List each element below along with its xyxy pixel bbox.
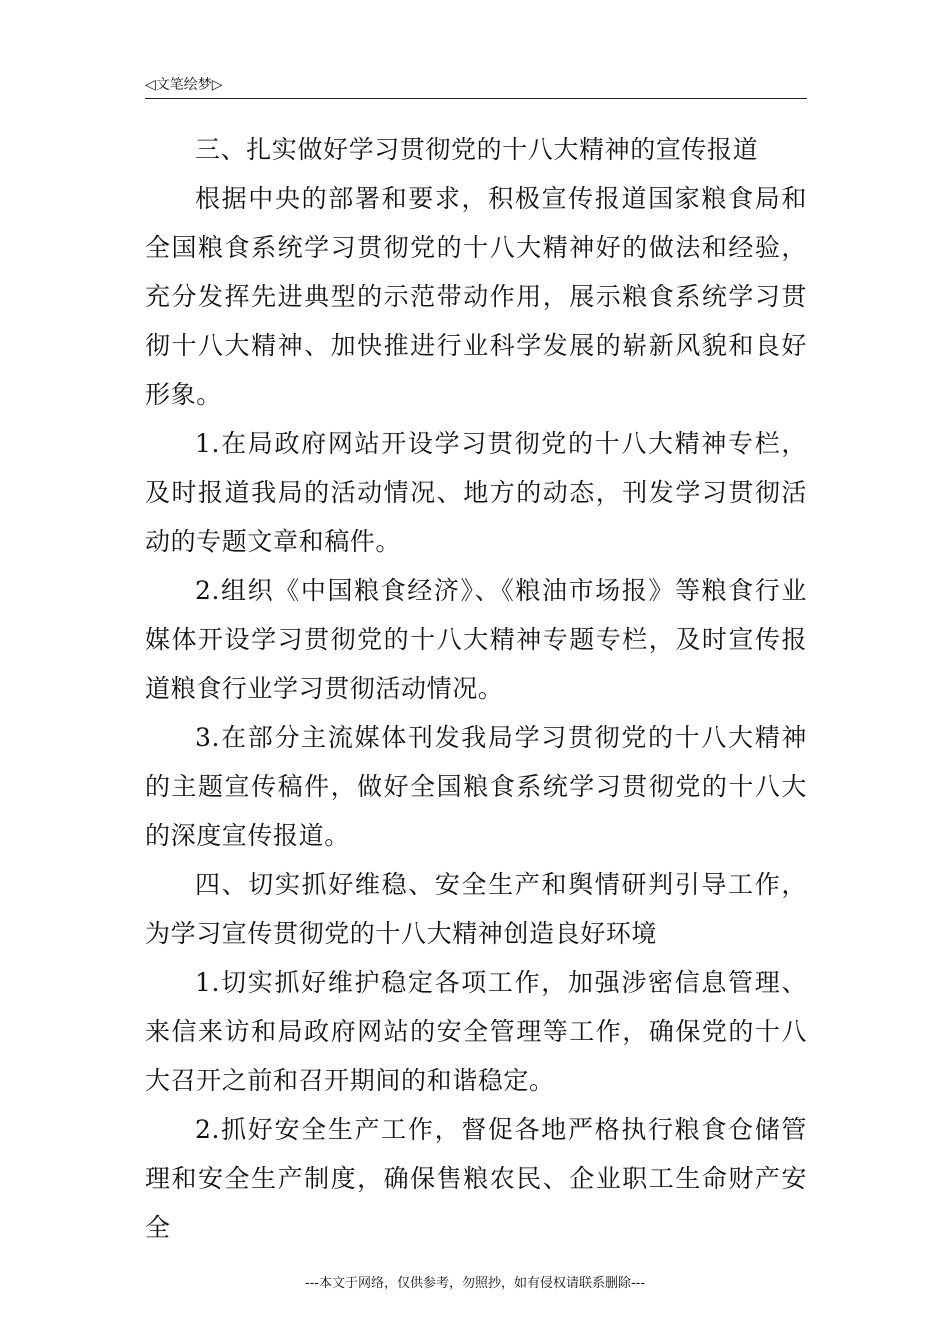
page-footer: ---本文于网络，仅供参考，勿照抄，如有侵权请联系删除--- [304,1276,646,1291]
list-item: 3.在部分主流媒体刊发我局学习贯彻党的十八大精神的主题宣传稿件，做好全国粮食系统学习贯彻党的十八大的深度宣传报道。 [145,723,807,850]
list-item: 2.组织《中国粮食经济》、《粮油市场报》等粮食行业媒体开设学习贯彻党的十八大精神专题专栏，及时宣传报道粮食行业学习贯彻活动情况。 [145,576,807,703]
document-body [145,125,807,1252]
section-heading-3: 三、扎实做好学习贯彻党的十八大精神的宣传报道 [195,135,759,164]
list-item: 1.切实抓好维护稳定各项工作，加强涉密信息管理、来信来访和局政府网站的安全管理等工作，确保党的十八大召开之前和召开期间的和谐稳定。 [145,968,807,1095]
paragraph: 根据中央的部署和要求，积极宣传报道国家粮食局和全国粮食系统学习贯彻党的十八大精神好的做法和经验，充分发挥先进典型的示范带动作用，展示粮食系统学习贯彻十八大精神、加快推进行业科学发展的崭新风貌和良好形象。 [145,184,807,409]
header-title: ◁文笔绘梦▷ [145,77,223,93]
list-item: 2.抓好安全生产工作，督促各地严格执行粮食仓储管理和安全生产制度，确保售粮农民、企业职工生命财产安全 [145,1115,807,1242]
page-header [145,74,807,99]
list-item: 1.在局政府网站开设学习贯彻党的十八大精神专栏，及时报道我局的活动情况、地方的动态，刊发学习贯彻活动的专题文章和稿件。 [145,429,807,556]
section-heading-4: 四、切实抓好维稳、安全生产和舆情研判引导工作，为学习宣传贯彻党的十八大精神创造良好环境 [145,870,807,948]
